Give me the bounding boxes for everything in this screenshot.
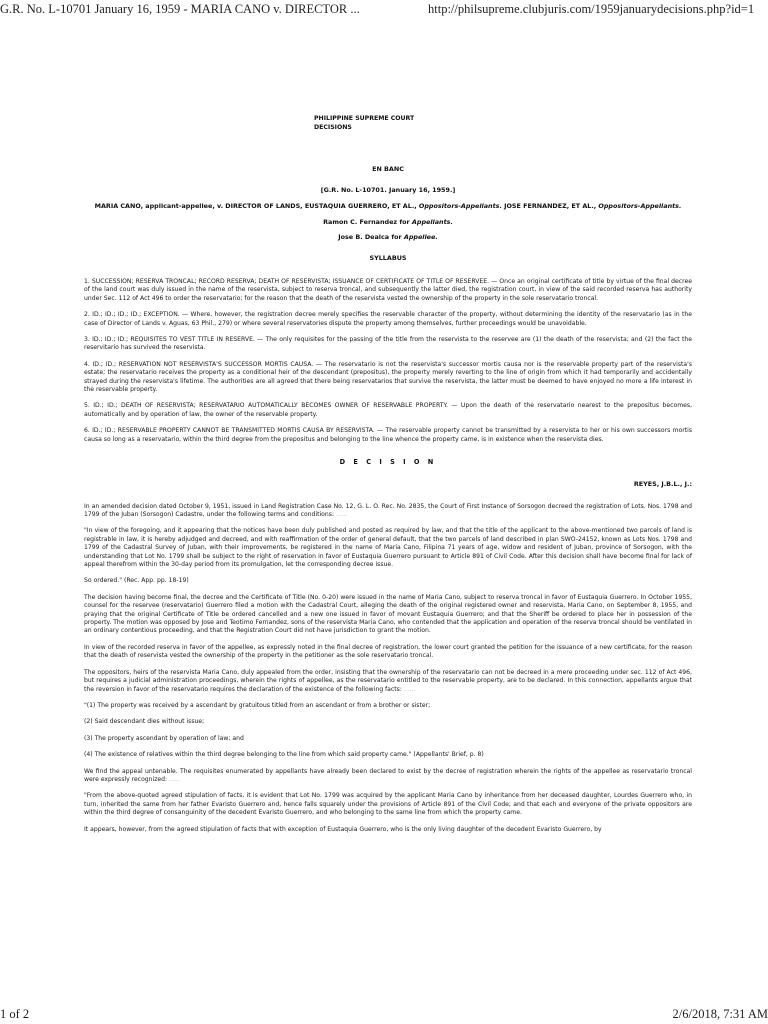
more-marker: ...... <box>169 775 181 783</box>
print-footer <box>0 1006 768 1024</box>
document-body <box>84 114 692 834</box>
case-number: [G.R. No. L-10701. January 16, 1959.] <box>320 185 456 194</box>
syllabus-item: 6. ID.; ID.; RESERVABLE PROPERTY CANNOT BE TRANSMITTED MORTIS CAUSA BY RESERVISTA. — The reservable property cannot be transmitted by a reservista to her or his own successors mortis causa so long as a reservatario, within the third degree from the prepositus and belonging to the line whence the property came, is in existence when the reservista dies. <box>84 427 692 443</box>
body-paragraph: (2) Said descendant dies without issue; <box>84 718 205 726</box>
page-counter: 1 of 2 <box>0 1007 30 1021</box>
print-timestamp: 2/6/2018, 7:31 AM <box>672 1007 768 1021</box>
body-paragraph: So ordered." (Rec. App. pp. 18-19) <box>84 577 189 585</box>
court-section: DECISIONS <box>314 124 352 131</box>
body-paragraph: (4) The existence of relatives within the third degree belonging to the line from which said property came." (Appellants' Brief, p. 8) <box>84 751 484 759</box>
body-paragraph: "In view of the foregoing, and it appearing that the notices have been duly published and posted as required by law, and that the title of the applicant to the above-mentioned two parcels of land is registrable in law, it is hereby adjudged and decreed, and with reaffirmation of the order of general default, that the two parcels of land described in plan SWO-24152, known as Lots Nos. 1798 and 1799 of the Cadastral Survey of Juban, with their improvements, be registered in the name of Maria Cano, Filipina 71 years of age, widow and resident of Juban, province of Sorsogon, with the understanding that Lot No. 1799 shall be subject to the right of reservation in favor of Eustaquia Guerrero pursuant to Article 891 of Civil Code. After this decision shall have become final for lack of appeal therefrom within the 30-day period from its promulgation, let the corresponding decree issue. <box>84 527 692 569</box>
syllabus-item: 4. ID.; ID.; RESERVATION NOT RESERVISTA'S SUCCESSOR MORTIS CAUSA. — The reservatario is not the reservista's successor mortis causa nor is the reservable property part of the reservista's estate; the reservatario receives the property as a conditional heir of the descendant (prepositus), the property merely reverting to the line of origin from which it had temporarily and accidentally strayed during the reservista's lifetime. The authorities are all agreed that there being reservatarios that survive the reservista, the latter must be deemed to have enjoyed no more a life interest in the reservable property. <box>84 360 692 394</box>
ponente: REYES, J.B.L., J.: <box>633 480 692 489</box>
syllabus-item: 1. SUCCESSION; RESERVA TRONCAL; RECORD RESERVA; DEATH OF RESERVISTA; ISSUANCE OF CERTIFICATE OF TITLE OF RESERVEE. — Once an original certificate of title by virtue of the final decree of the land court was duly issued in the name of the reservista, subject to reserva troncal, and subsequently the latter died, the registration court, in view of the said recorded reserva has authority under Sec. 112 of Act 496 to order the reservatario; for the reason that the death of the reservista vested the ownership of the property in the sole reservatario troncal. <box>84 278 692 302</box>
body-paragraph: The decision having become final, the decree and the Certificate of Title (No. 0-20) were issued in the name of Maria Cano, subject to reserva troncal in favor of Eustaquia Guerrero. In October 1955, counsel for the reservee (reservatario) Guerrero filed a motion with the Cadastral Court, alleging the death of the original registered owner and reservista, Maria Cano, on September 8, 1955, and praying that the original Certificate of Title be ordered cancelled and a new one issued in favor of movant Eustaquia Guerrero; and that the Sheriff be ordered to place her in possession of the property. The motion was opposed by Jose and Teotimo Fernandez, sons of the reservista Maria Cano, who contended that the application and operation of the reserva troncal should be ventilated in an ordinary contentious proceeding, and that the Registration Court did not have jurisdiction to grant the motion. <box>84 593 692 635</box>
syllabus-heading: SYLLABUS <box>369 253 407 262</box>
body-paragraph: We find the appeal untenable. The requisites enumerated by appellants have already been declared to exist by the decree of registration wherein the rights of the appellee as reservatario troncal were expressly recognized: ...... <box>84 767 692 783</box>
syllabus-item: 5. ID.; ID.; DEATH OF RESERVISTA; RESERVATARIO AUTOMATICALLY BECOMES OWNER OF RESERVABLE PROPERTY. — Upon the death of the reservatario nearest to the prepositus becomes, automatically and by operation of law, the owner of the reservable property. <box>84 402 692 418</box>
page-url[interactable]: http://philsupreme.clubjuris.com/1959januarydecisions.php?id=1 <box>428 2 755 16</box>
counsel-appellants: Ramon C. Fernandez for Appellants. <box>323 217 453 226</box>
more-marker: ...... <box>403 685 416 693</box>
more-marker: ...... <box>335 511 348 518</box>
body-paragraph: In an amended decision dated October 9, 1951, issued in Land Registration Case No. 12, G. L. O. Rec. No. 2835, the Court of First Instance of Sorsogon decreed the registration of Lots. Nos. 1798 and 1799 of the Juban (Sorsogon) Cadastre, under the following terms and conditions: ...... <box>84 502 692 518</box>
body-paragraph: (3) The property ascendant by operation of law; and <box>84 734 244 742</box>
print-header <box>0 0 768 22</box>
syllabus-item: 3. ID.; ID.; ID.; REQUISITES TO VEST TITLE IN RESERVE. — The only requisites for the passing of the title from the reservista to the reservee are (1) the death of the reservista; and (2) the fact the reservitario has survived the reservista. <box>84 336 692 352</box>
syllabus-item: 2. ID.; ID.; ID.; ID.; EXCEPTION. — Where, however, the registration decree merely specifies the reservable character of the property, without determining the identity of the reservatario (as in the case of Director of Lands v. Aguas, 63 Phil., 279) or where several reservatories dispute the property among themselves, further proceedings would be unavoidable. <box>84 311 692 327</box>
body-paragraph: "From the above-quoted agreed stipulation of facts, it is evident that Lot No. 1799 was acquired by the applicant Maria Cano by inheritance from her deceased daughter, Lourdes Guerrero who, in turn, inherited the same from her father Evaristo Guerrero and, hence falls squarely under the provisions of Article 891 of the Civil Code; and that each and everyone of the private oppositors are within the third degree of consanguinity of the decedent Evaristo Guerrero, and who belonging to the same line from which the property came. <box>84 792 692 817</box>
body-paragraph: "(1) The property was received by a ascendant by gratuitous titled from an ascendant or from a brother or sister; <box>84 701 431 709</box>
body-paragraph: In view of the recorded reserva in favor of the appellee, as expressly noted in the final decree of registration, the lower court granted the petition for the issuance of a new certificate, for the reason that the death of reservista vested the ownership of the property in the petitioner as the sole reservatario troncal. <box>84 643 692 660</box>
decision-heading: D E C I S I O N <box>339 458 437 467</box>
document-title: G.R. No. L-10701 January 16, 1959 - MARIA CANO v. DIRECTOR ... <box>0 2 360 16</box>
court-name: PHILIPPINE SUPREME COURT <box>314 115 415 122</box>
division-heading: EN BANC <box>372 165 404 173</box>
counsel-appellee: Jose B. Dealca for Appellee. <box>338 233 438 241</box>
body-paragraph: The oppositors, heirs of the reservista Maria Cano, duly appealed from the order, insisting that the ownership of the reservatario can not be decreed in a mere proceeding under sec. 112 of Act 496, but requires a judicial administration proceedings, wherein the rights of appellee, as the reservatario entitled to the reservable property, are to be declared. In this connection, appellants argue that the reversion in favor of the reservatario requires the declaration of the existence of the following facts: ...... <box>84 668 692 693</box>
body-paragraph: It appears, however, from the agreed stipulation of facts that with exception of Eustaquia Guerrero, who is the only living daughter of the decedent Evaristo Guerrero, by <box>84 825 602 833</box>
case-parties: MARIA CANO, applicant-appellee, v. DIRECTOR OF LANDS, EUSTAQUIA GUERRERO, ET AL., Oppositors-Appellants. JOSE FERNANDEZ, ET AL., Oppositors-Appellants. <box>94 202 682 210</box>
